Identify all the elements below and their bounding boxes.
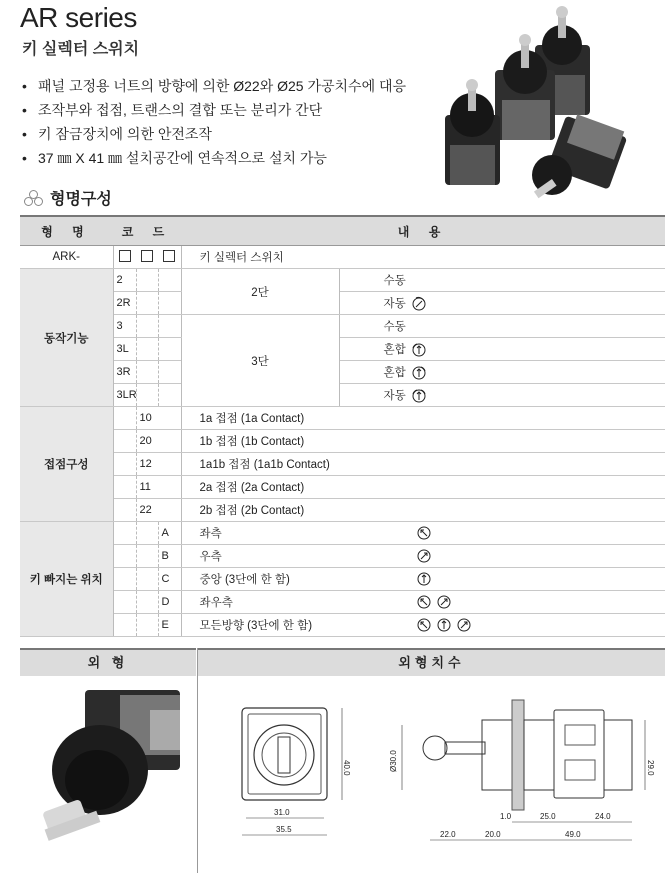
table-row	[20, 430, 665, 453]
content-cell: 좌측	[181, 522, 339, 545]
group-key-position: 키 빠지는 위치	[20, 522, 113, 637]
dim-panel-thickness: 1.0	[500, 812, 512, 821]
model-description: 키 실렉터 스위치	[181, 246, 665, 269]
table-row	[20, 338, 665, 361]
key-right-icon	[437, 595, 451, 609]
code-cell: E	[158, 614, 181, 637]
dim-body-length: 25.0	[540, 812, 556, 821]
header-model: 형 명	[20, 216, 113, 246]
table-row	[20, 499, 665, 522]
table-row	[20, 315, 665, 338]
code-cell: A	[158, 522, 181, 545]
auto-return-icon	[412, 297, 426, 311]
code-box	[141, 250, 153, 262]
dimensions-header: 외형치수	[198, 648, 665, 676]
table-row	[20, 361, 665, 384]
both-return-icon	[412, 389, 426, 403]
product-photo	[440, 0, 665, 215]
stage-cell: 2단	[181, 269, 339, 315]
dim-side-diameter: Ø30.0	[389, 750, 398, 772]
dim-front-width-outer: 35.5	[276, 825, 292, 834]
code-cell: 11	[136, 476, 181, 499]
group-contact: 접점구성	[20, 407, 113, 522]
model-spec-table	[20, 215, 665, 637]
code-cell: 12	[136, 453, 181, 476]
feature-list	[22, 74, 406, 170]
table-row	[20, 453, 665, 476]
divider	[197, 648, 198, 873]
content-cell: 1b 접점 (1b Contact)	[181, 430, 665, 453]
table-row	[20, 568, 665, 591]
right-return-icon	[412, 366, 426, 380]
header-content: 내 용	[181, 216, 665, 246]
code-cell: 22	[136, 499, 181, 522]
section-dots-icon	[24, 190, 42, 206]
left-return-icon	[412, 343, 426, 357]
table-row	[20, 522, 665, 545]
key-right-icon	[457, 618, 471, 632]
key-center-icon	[417, 572, 431, 586]
code-cell: 3LR	[113, 384, 136, 407]
table-row	[20, 246, 665, 269]
dim-block-length: 24.0	[595, 812, 611, 821]
content-cell: 우측	[181, 545, 339, 568]
mode-cell: 혼합	[383, 367, 406, 379]
code-cell: B	[158, 545, 181, 568]
content-cell: 좌우측	[181, 591, 339, 614]
code-cell: 3L	[113, 338, 136, 361]
content-cell: 1a 접점 (1a Contact)	[181, 407, 665, 430]
front-view-drawing	[232, 690, 351, 850]
content-cell: 2a 접점 (2a Contact)	[181, 476, 665, 499]
content-cell: 중앙 (3단에 한 함)	[181, 568, 339, 591]
dim-front-length: 22.0	[440, 830, 456, 839]
table-row	[20, 292, 665, 315]
dim-side-height: 29.0	[646, 760, 655, 776]
dim-front-height: 40.0	[342, 760, 351, 776]
feature-item: • 37 ㎜ X 41 ㎜ 설치공간에 연속적으로 설치 가능	[22, 146, 406, 170]
key-left-icon	[417, 526, 431, 540]
table-row	[20, 384, 665, 407]
code-cell: D	[158, 591, 181, 614]
dim-total-behind: 49.0	[565, 830, 581, 839]
code-cell: C	[158, 568, 181, 591]
key-left-icon	[417, 595, 431, 609]
table-row	[20, 545, 665, 568]
side-view-drawing	[390, 690, 660, 850]
key-right-icon	[417, 549, 431, 563]
mode-cell: 자동	[383, 298, 406, 310]
content-cell: 모든방향 (3단에 한 함)	[181, 614, 339, 637]
code-box	[163, 250, 175, 262]
table-row	[20, 269, 665, 292]
model-cell: ARK-	[20, 246, 113, 269]
dim-panel-to-key: 20.0	[485, 830, 501, 839]
key-left-icon	[417, 618, 431, 632]
appearance-photo	[25, 680, 195, 870]
code-box	[119, 250, 131, 262]
key-center-icon	[437, 618, 451, 632]
table-row	[20, 614, 665, 637]
code-cell: 2	[113, 269, 136, 292]
code-cell: 10	[136, 407, 181, 430]
mode-cell: 자동	[383, 390, 406, 402]
section-title: 형명구성	[50, 191, 112, 208]
feature-item: • 조작부와 접점, 트랜스의 결합 또는 분리가 간단	[22, 98, 406, 122]
mode-cell: 수동	[339, 269, 665, 292]
mode-cell: 혼합	[383, 344, 406, 356]
page-title: AR series	[20, 2, 137, 33]
section-header	[24, 186, 112, 209]
feature-item: • 패널 고정용 너트의 방향에 의한 Ø22와 Ø25 가공치수에 대응	[22, 74, 406, 98]
page-subtitle: 키 실렉터 스위치	[22, 41, 140, 58]
appearance-header: 외 형	[20, 648, 196, 676]
feature-item: • 키 잠금장치에 의한 안전조작	[22, 122, 406, 146]
dim-front-width-inner: 31.0	[274, 808, 290, 817]
content-cell: 1a1b 접점 (1a1b Contact)	[181, 453, 665, 476]
mode-cell: 수동	[339, 315, 665, 338]
content-cell: 2b 접점 (2b Contact)	[181, 499, 665, 522]
table-row	[20, 591, 665, 614]
table-row	[20, 407, 665, 430]
code-cell: 3	[113, 315, 136, 338]
group-operation: 동작기능	[20, 269, 113, 407]
code-cell: 2R	[113, 292, 136, 315]
stage-cell: 3단	[181, 315, 339, 407]
table-row	[20, 476, 665, 499]
code-cell: 3R	[113, 361, 136, 384]
header-code: 코 드	[113, 216, 181, 246]
code-cell: 20	[136, 430, 181, 453]
table-header-row	[20, 216, 665, 246]
